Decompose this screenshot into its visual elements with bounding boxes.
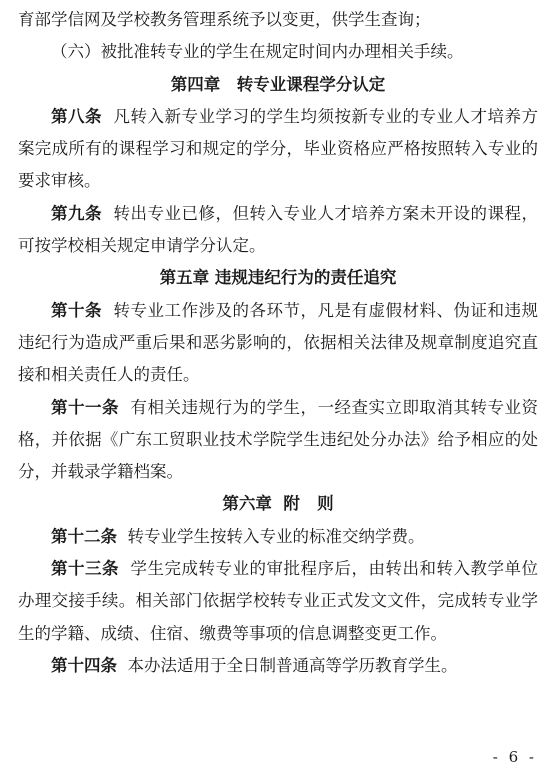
article-14	[18, 650, 538, 682]
article-14-text: 本办法适用于全日制普通高等学历教育学生。	[127, 655, 458, 675]
article-12-text: 转专业学生按转入专业的标准交纳学费。	[127, 526, 425, 546]
article-9-text: 转出专业已修，但转入专业人才培养方案未开设的课程，可按学校相关规定申请学分认定。	[18, 203, 538, 256]
paragraph-continuation: 育部学信网及学校教务管理系统予以变更，供学生查询；	[18, 10, 431, 29]
article-11-label: 第十一条	[51, 397, 119, 417]
chapter-5-heading: 第五章 违规违纪行为的责任追究	[159, 268, 397, 288]
article-13-text: 学生完成转专业的审批程序后，由转出和转入教学单位办理交接手续。相关部门依据学校转专业正式发文文件，完成转专业学生的学籍、成绩、住宿、缴费等事项的信息调整变更工作。	[18, 559, 538, 643]
chapter-4-number: 第四章	[170, 74, 221, 94]
chapter-6-heading	[18, 488, 538, 520]
document-page	[18, 4, 538, 682]
article-12	[18, 521, 538, 553]
article-9	[18, 198, 538, 263]
article-13-label: 第十三条	[51, 559, 119, 579]
article-9-label: 第九条	[51, 203, 102, 223]
page-number: - 6 -	[492, 748, 537, 766]
chapter-6-title-b: 则	[317, 494, 334, 514]
article-13	[18, 553, 538, 650]
article-11-text: 有相关违规行为的学生，一经查实立即取消其转专业资格，并依据《广东工贸职业技术学院学生违纪处分办法》给予相应的处分，并载录学籍档案。	[18, 397, 538, 482]
article-10-text: 转专业工作涉及的各环节，凡是有虚假材料、伪证和违规违纪行为造成严重后果和恶劣影响的，依据相关法律及规章制度追究直接和相关责任人的责任。	[18, 300, 538, 385]
article-11	[18, 392, 538, 489]
chapter-4-title: 转专业课程学分认定	[236, 74, 386, 94]
item-six: （六）被批准转专业的学生在规定时间内办理相关手续。	[51, 42, 464, 62]
chapter-4-heading	[18, 69, 538, 101]
article-14-label: 第十四条	[51, 655, 117, 675]
article-10	[18, 295, 538, 392]
article-8	[18, 101, 538, 198]
article-8-text: 凡转入新专业学习的学生均须按新专业的专业人才培养方案完成所有的课程学习和规定的学分，毕业资格应严格按照转入专业的要求审核。	[18, 106, 538, 191]
article-10-label: 第十条	[51, 300, 102, 320]
article-12-label: 第十二条	[51, 526, 117, 546]
chapter-6-title-a: 附	[283, 494, 300, 514]
article-8-label: 第八条	[51, 106, 102, 126]
chapter-6-number: 第六章	[222, 494, 272, 514]
